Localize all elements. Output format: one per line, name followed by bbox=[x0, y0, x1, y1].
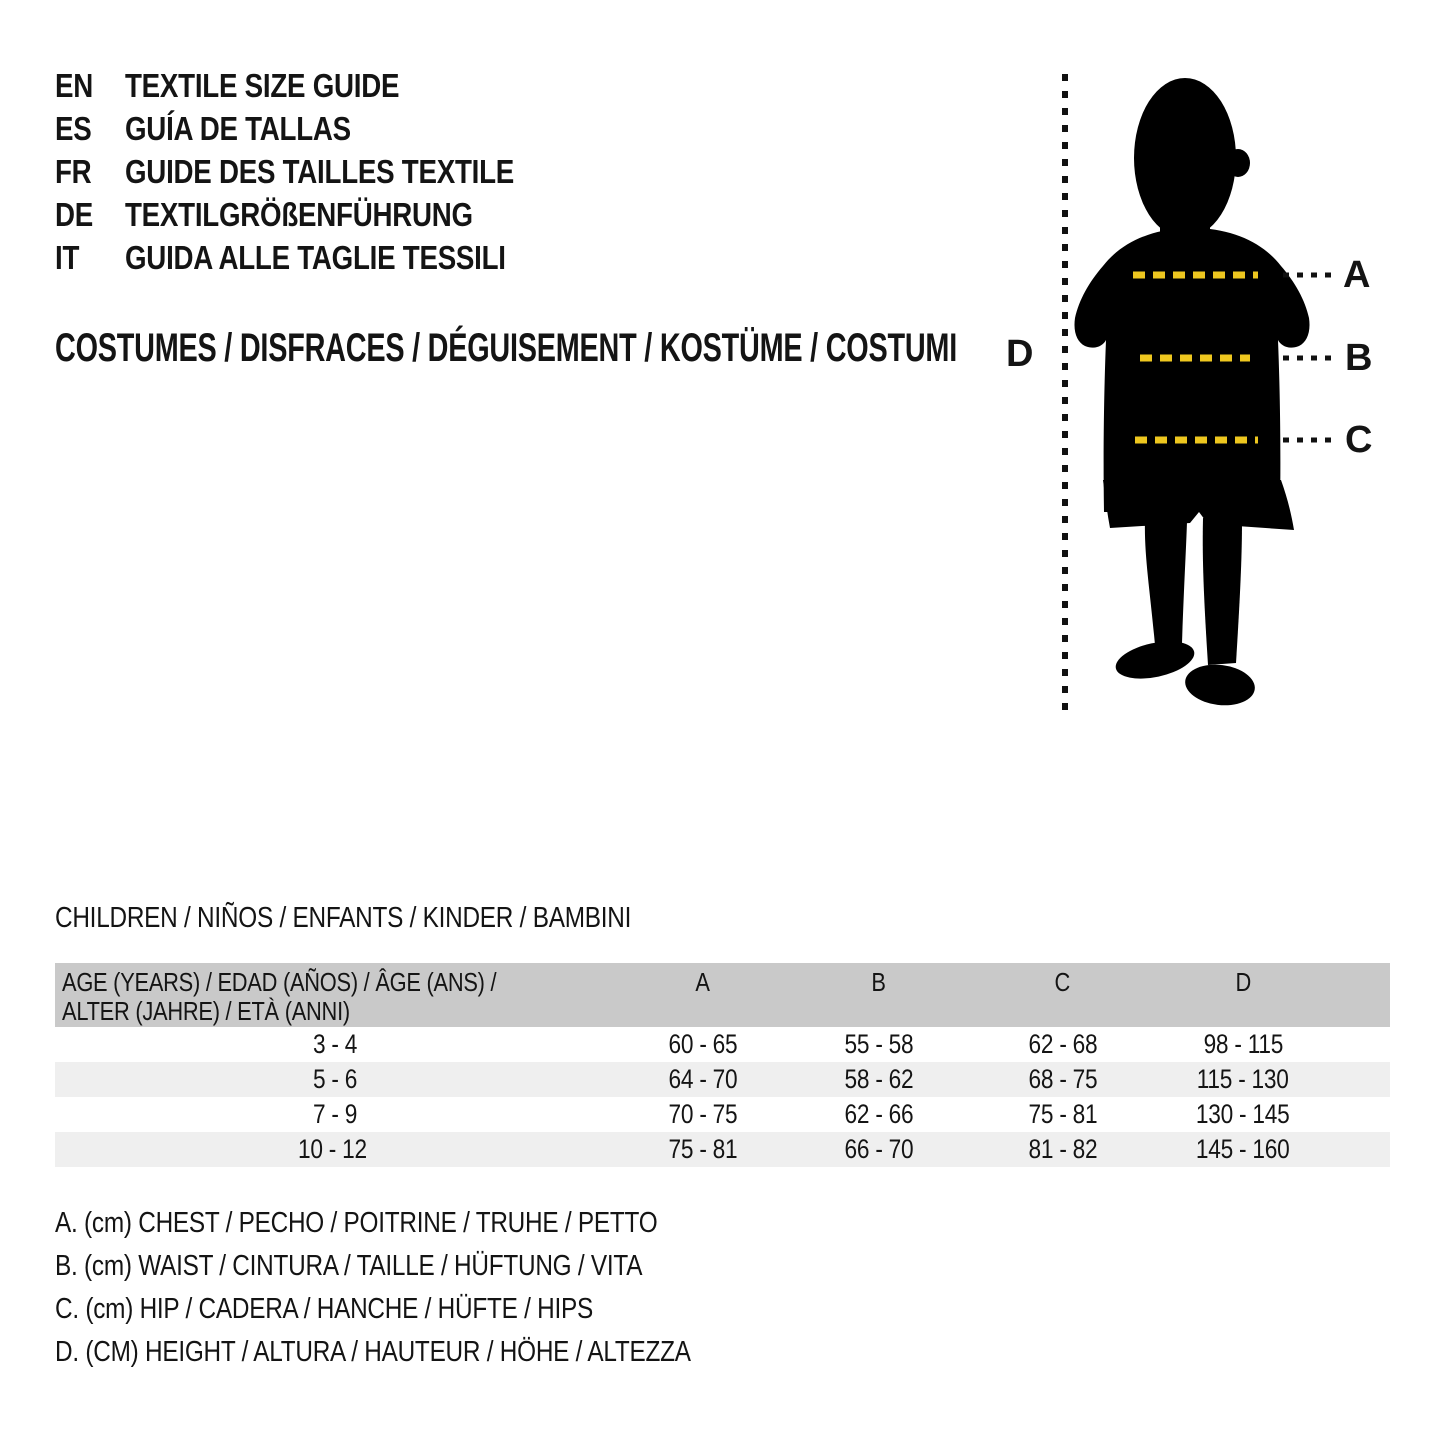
measurement-figure bbox=[1000, 60, 1445, 740]
legend-item-height: D. (CM) HEIGHT / ALTURA / HAUTEUR / HÖHE / ALTEZZA bbox=[55, 1336, 691, 1368]
table-row bbox=[55, 1027, 1390, 1062]
measure-label-d: D bbox=[1006, 333, 1034, 375]
waist-cell: 66 - 70 bbox=[844, 1134, 914, 1164]
chest-cell: 70 - 75 bbox=[668, 1099, 737, 1129]
child-silhouette-graphic bbox=[1000, 60, 1445, 740]
section-title-children: CHILDREN / NIÑOS / ENFANTS / KINDER / BAMBINI bbox=[55, 902, 632, 934]
measure-label-b: B bbox=[1345, 337, 1373, 379]
table-row bbox=[55, 1132, 1390, 1167]
column-header-d: D bbox=[1156, 963, 1330, 1027]
column-header-b: B bbox=[789, 963, 969, 1027]
height-cell: 115 - 130 bbox=[1197, 1064, 1289, 1094]
spacer-cell bbox=[1330, 1027, 1390, 1062]
waist-cell: 55 - 58 bbox=[844, 1029, 914, 1059]
category-heading: COSTUMES / DISFRACES / DÉGUISEMENT / KOSTÜME / COSTUMI bbox=[55, 326, 957, 370]
child-silhouette bbox=[1074, 78, 1309, 709]
hip-cell: 75 - 81 bbox=[1028, 1099, 1097, 1129]
guide-title-fr: GUIDE DES TAILLES TEXTILE bbox=[125, 152, 514, 190]
language-code: FR bbox=[55, 152, 92, 190]
hip-cell: 68 - 75 bbox=[1028, 1064, 1097, 1094]
column-header-a: A bbox=[616, 963, 789, 1027]
table-row bbox=[55, 1097, 1390, 1132]
hip-cell: 81 - 82 bbox=[1028, 1134, 1097, 1164]
height-cell: 98 - 115 bbox=[1203, 1029, 1283, 1059]
language-row-fr bbox=[55, 150, 588, 193]
language-row-de bbox=[55, 193, 588, 236]
legend-item-chest: A. (cm) CHEST / PECHO / POITRINE / TRUHE / PETTO bbox=[55, 1207, 658, 1239]
spacer-cell bbox=[1330, 1062, 1390, 1097]
guide-title-it: GUIDA ALLE TAGLIE TESSILI bbox=[125, 238, 506, 276]
language-list bbox=[55, 64, 588, 279]
language-code: IT bbox=[55, 238, 80, 276]
age-cell: 5 - 6 bbox=[312, 1064, 357, 1094]
measurement-legend bbox=[55, 1202, 812, 1374]
language-row-en bbox=[55, 64, 588, 107]
legend-item-hip: C. (cm) HIP / CADERA / HANCHE / HÜFTE / HIPS bbox=[55, 1293, 593, 1325]
language-code: DE bbox=[55, 195, 94, 233]
waist-cell: 58 - 62 bbox=[844, 1064, 914, 1094]
language-row-es bbox=[55, 107, 588, 150]
table-row bbox=[55, 1062, 1390, 1097]
measure-label-a: A bbox=[1343, 254, 1371, 296]
legend-item-waist: B. (cm) WAIST / CINTURA / TAILLE / HÜFTUNG / VITA bbox=[55, 1250, 643, 1282]
age-cell: 3 - 4 bbox=[312, 1029, 357, 1059]
language-row-it bbox=[55, 236, 588, 279]
chest-cell: 75 - 81 bbox=[668, 1134, 737, 1164]
spacer-cell bbox=[1330, 1132, 1390, 1167]
hip-cell: 62 - 68 bbox=[1028, 1029, 1097, 1059]
column-header-c: C bbox=[969, 963, 1156, 1027]
column-header-spacer bbox=[1330, 963, 1390, 1027]
waist-cell: 62 - 66 bbox=[844, 1099, 914, 1129]
children-size-table bbox=[55, 963, 1390, 1167]
height-cell: 145 - 160 bbox=[1196, 1134, 1290, 1164]
chest-cell: 60 - 65 bbox=[668, 1029, 737, 1059]
language-code: EN bbox=[55, 66, 94, 104]
measure-label-c: C bbox=[1345, 419, 1373, 461]
guide-title-es: GUÍA DE TALLAS bbox=[125, 109, 351, 147]
spacer-cell bbox=[1330, 1097, 1390, 1132]
language-code: ES bbox=[55, 109, 92, 147]
chest-cell: 64 - 70 bbox=[668, 1064, 737, 1094]
guide-title-en: TEXTILE SIZE GUIDE bbox=[125, 66, 400, 104]
age-cell: 10 - 12 bbox=[298, 1134, 367, 1164]
age-cell: 7 - 9 bbox=[312, 1099, 357, 1129]
age-column-header: AGE (YEARS) / EDAD (AÑOS) / ÂGE (ANS) / ALTER (JAHRE) / ETÀ (ANNI) bbox=[55, 963, 616, 1027]
height-cell: 130 - 145 bbox=[1196, 1099, 1290, 1129]
guide-title-de: TEXTILGRÖßENFÜHRUNG bbox=[125, 195, 473, 233]
table-header-row bbox=[55, 963, 1390, 1027]
